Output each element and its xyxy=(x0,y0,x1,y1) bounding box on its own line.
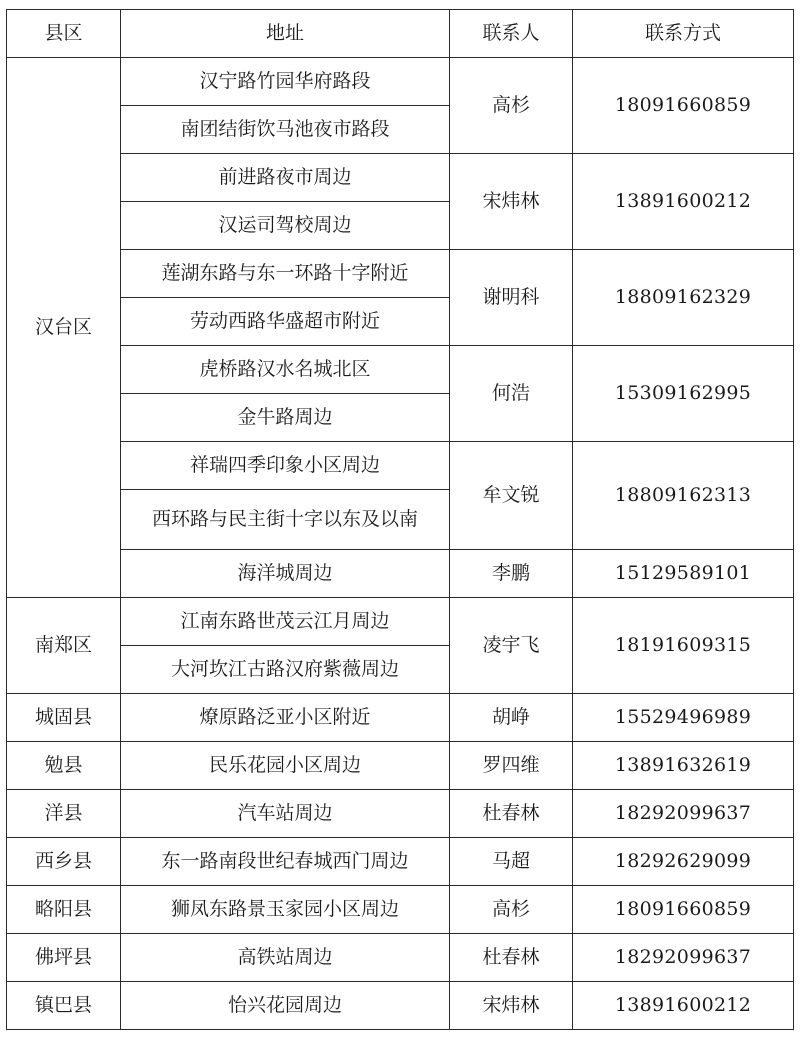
address-cell: 祥瑞四季印象小区周边 xyxy=(121,442,450,490)
header-address: 地址 xyxy=(121,10,450,58)
address-cell: 民乐花园小区周边 xyxy=(121,742,450,790)
contact-person-cell: 宋炜林 xyxy=(450,154,573,250)
phone-cell: 18809162313 xyxy=(573,442,794,550)
address-cell: 南团结街饮马池夜市路段 xyxy=(121,106,450,154)
address-cell: 大河坎江古路汉府紫薇周边 xyxy=(121,646,450,694)
contact-person-cell: 宋炜林 xyxy=(450,982,573,1030)
address-cell: 燎原路泛亚小区附近 xyxy=(121,694,450,742)
district-cell: 镇巴县 xyxy=(7,982,121,1030)
district-cell: 南郑区 xyxy=(7,598,121,694)
district-cell: 略阳县 xyxy=(7,886,121,934)
contact-person-cell: 高杉 xyxy=(450,58,573,154)
address-cell: 东一路南段世纪春城西门周边 xyxy=(121,838,450,886)
table-row xyxy=(7,442,794,490)
district-cell: 勉县 xyxy=(7,742,121,790)
address-cell: 劳动西路华盛超市附近 xyxy=(121,298,450,346)
phone-cell: 18191609315 xyxy=(573,598,794,694)
header-contact-person: 联系人 xyxy=(450,10,573,58)
table-row xyxy=(7,598,794,646)
table-header-row xyxy=(7,10,794,58)
district-cell: 佛坪县 xyxy=(7,934,121,982)
phone-cell: 13891600212 xyxy=(573,154,794,250)
district-cell: 城固县 xyxy=(7,694,121,742)
table-row xyxy=(7,346,794,394)
contact-person-cell: 杜春林 xyxy=(450,790,573,838)
table-row xyxy=(7,982,794,1030)
contact-person-cell: 凌宇飞 xyxy=(450,598,573,694)
table-row xyxy=(7,550,794,598)
address-cell: 高铁站周边 xyxy=(121,934,450,982)
address-cell: 西环路与民主街十字以东及以南 xyxy=(121,490,450,550)
address-cell: 怡兴花园周边 xyxy=(121,982,450,1030)
address-cell: 江南东路世茂云江月周边 xyxy=(121,598,450,646)
district-cell: 汉台区 xyxy=(7,58,121,598)
address-cell: 汽车站周边 xyxy=(121,790,450,838)
table-row xyxy=(7,154,794,202)
address-cell: 莲湖东路与东一环路十字附近 xyxy=(121,250,450,298)
phone-cell: 18292629099 xyxy=(573,838,794,886)
table-row xyxy=(7,886,794,934)
contact-person-cell: 罗四维 xyxy=(450,742,573,790)
contact-person-cell: 杜春林 xyxy=(450,934,573,982)
table-row xyxy=(7,934,794,982)
table-row xyxy=(7,694,794,742)
phone-cell: 15129589101 xyxy=(573,550,794,598)
address-cell: 狮凤东路景玉家园小区周边 xyxy=(121,886,450,934)
address-cell: 金牛路周边 xyxy=(121,394,450,442)
table-body xyxy=(7,58,794,1030)
address-cell: 前进路夜市周边 xyxy=(121,154,450,202)
table-row xyxy=(7,250,794,298)
phone-cell: 18809162329 xyxy=(573,250,794,346)
contact-person-cell: 牟文锐 xyxy=(450,442,573,550)
phone-cell: 13891600212 xyxy=(573,982,794,1030)
district-cell: 西乡县 xyxy=(7,838,121,886)
address-cell: 虎桥路汉水名城北区 xyxy=(121,346,450,394)
header-contact-phone: 联系方式 xyxy=(573,10,794,58)
header-district: 县区 xyxy=(7,10,121,58)
table-row xyxy=(7,790,794,838)
contact-person-cell: 谢明科 xyxy=(450,250,573,346)
phone-cell: 18091660859 xyxy=(573,886,794,934)
table-row xyxy=(7,58,794,106)
contact-person-cell: 胡峥 xyxy=(450,694,573,742)
contact-person-cell: 李鹏 xyxy=(450,550,573,598)
contact-table xyxy=(6,9,794,1030)
contact-person-cell: 何浩 xyxy=(450,346,573,442)
district-cell: 洋县 xyxy=(7,790,121,838)
table-row xyxy=(7,742,794,790)
phone-cell: 18292099637 xyxy=(573,790,794,838)
contact-person-cell: 马超 xyxy=(450,838,573,886)
table-row xyxy=(7,838,794,886)
phone-cell: 13891632619 xyxy=(573,742,794,790)
contact-person-cell: 高杉 xyxy=(450,886,573,934)
phone-cell: 18292099637 xyxy=(573,934,794,982)
phone-cell: 15529496989 xyxy=(573,694,794,742)
address-cell: 海洋城周边 xyxy=(121,550,450,598)
address-cell: 汉运司驾校周边 xyxy=(121,202,450,250)
phone-cell: 18091660859 xyxy=(573,58,794,154)
address-cell: 汉宁路竹园华府路段 xyxy=(121,58,450,106)
phone-cell: 15309162995 xyxy=(573,346,794,442)
